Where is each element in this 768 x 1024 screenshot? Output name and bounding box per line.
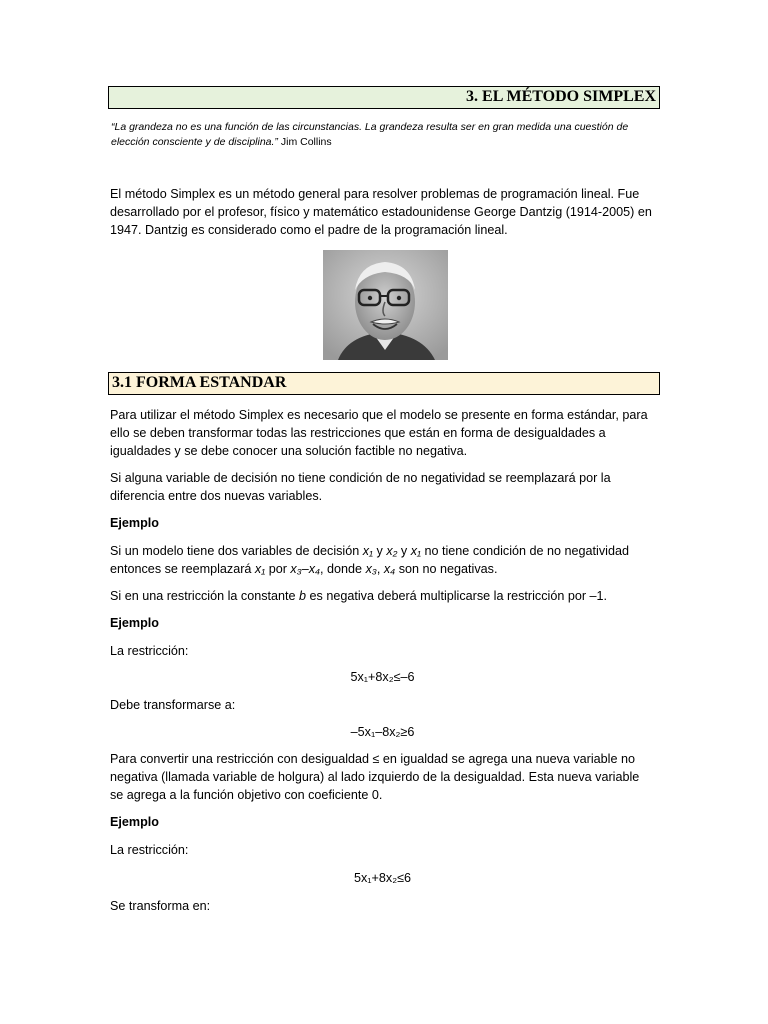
formula-restriccion-transformada: –5x₁–8x₂≥6 <box>350 725 415 739</box>
formula-restriccion-holgura: 5x₁+8x₂≤6 <box>353 871 411 885</box>
para3-text-f: , donde <box>320 562 366 576</box>
para3-text-d: no tiene condición de no negatividad entonces se reemplazará <box>110 544 629 576</box>
debe-transformarse-label: Debe transformarse a: <box>110 698 236 712</box>
quote-author: Jim Collins <box>280 136 332 148</box>
la-restriccion-label-2: La restricción: <box>110 843 189 857</box>
la-restriccion-label-1: La restricción: <box>110 644 189 658</box>
section-heading-sub-text: 3.1 FORMA ESTANDAR <box>112 374 287 391</box>
paragraph-ejemplo-variables <box>110 542 655 578</box>
var-x4: x₄ <box>383 562 396 576</box>
para4-text-c: es negativa deberá multiplicarse la restricción por –1. <box>306 589 608 603</box>
ejemplo-label-3: Ejemplo <box>110 815 159 829</box>
var-x3: x₃ <box>365 562 377 576</box>
para3-text-g: , <box>376 562 384 576</box>
para3-text-b: y <box>373 544 387 558</box>
section-heading-main <box>108 86 660 109</box>
dantzig-portrait-photo <box>323 250 448 360</box>
section-heading-main-text: 3. EL MÉTODO SIMPLEX <box>466 88 656 105</box>
quote-text: “La grandeza no es una función de las circunstancias. La grandeza resulta ser en gran medida una cuestión de elección consciente y de disciplina.” <box>111 121 629 148</box>
ejemplo-label-1: Ejemplo <box>110 516 159 530</box>
section-heading-forma-estandar <box>108 372 660 395</box>
paragraph-forma-estandar: Para utilizar el método Simplex es necesario que el modelo se presente en forma estándar, para ello se deben transformar todas las restricciones que están en forma de desigualdades a igualdades y se debe conocer una solución factible no negativa. <box>110 408 648 458</box>
para3-text-h: son no negativas. <box>395 562 498 576</box>
para3-text-c: y <box>397 544 411 558</box>
paragraph-no-negatividad: Si alguna variable de decisión no tiene condición de no negatividad se reemplazará por la diferencia entre dos nuevas variables. <box>110 471 611 503</box>
formula-restriccion-original: 5x₁+8x₂≤–6 <box>350 670 415 684</box>
se-transforma-label: Se transforma en: <box>110 899 211 913</box>
var-x1: x₁ <box>362 544 374 558</box>
var-x1-again: x₁ <box>410 544 421 558</box>
paragraph-constante-negativa <box>110 587 655 605</box>
para3-text-a: Si un modelo tiene dos variables de decisión <box>110 544 363 558</box>
paragraph-variable-holgura: Para convertir una restricción con desigualdad ≤ en igualdad se agrega una nueva variable no negativa (llamada variable de holgura) al lado izquierdo de la desigualdad. Esta nueva variable se agrega a la función objetivo con coeficiente 0. <box>110 752 640 802</box>
para4-text-a: Si en una restricción la constante <box>110 589 300 603</box>
intro-paragraph: El método Simplex es un método general para resolver problemas de programación lineal. Fue desarrollado por el profesor, físico y matemático estadounidense George Dantzig (1914-2005) en 1947. Dantzig es considerado como el padre de la programación lineal. <box>110 187 652 237</box>
ejemplo-label-2: Ejemplo <box>110 616 159 630</box>
var-x3-minus-x4: x₃–x₄ <box>290 562 321 576</box>
portrait-illustration <box>323 250 448 360</box>
var-x1-replaced: x₁ <box>254 562 266 576</box>
var-x2: x₂ <box>386 544 398 558</box>
epigraph-quote <box>111 120 651 150</box>
para3-text-e: por <box>265 562 291 576</box>
constant-b: b <box>299 589 307 603</box>
